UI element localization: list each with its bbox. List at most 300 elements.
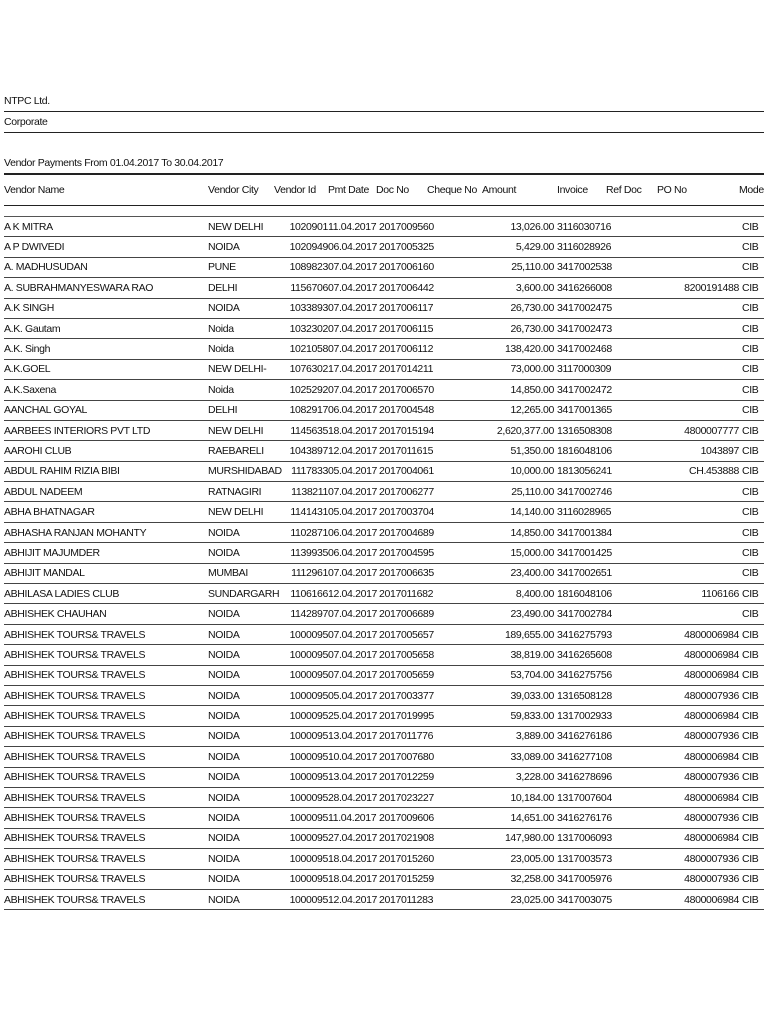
cell-amount: 14,651.00 [479, 808, 554, 828]
cell-vendor-id: 1000095 [274, 767, 328, 787]
cell-doc-no: 2017006277 [376, 482, 427, 502]
cell-cheque-no [427, 217, 479, 237]
cell-ref-doc [606, 441, 654, 461]
cell-vendor-id: 1145635 [274, 420, 328, 440]
cell-cheque-no [427, 359, 479, 379]
cell-cheque-no [427, 441, 479, 461]
cell-pmt-date: 10.04.2017 [328, 747, 376, 767]
cell-doc-no: 2017015260 [376, 849, 427, 869]
cell-mode: CIB [739, 808, 764, 828]
cell-cheque-no [427, 278, 479, 298]
cell-ref-doc [606, 889, 654, 909]
cell-mode: CIB [739, 726, 764, 746]
cell-vendor-id: 1102871 [274, 522, 328, 542]
cell-vendor-city: NOIDA [208, 298, 274, 318]
cell-invoice: 3416265608 [554, 645, 606, 665]
cell-vendor-name: ABHISHEK TOURS& TRAVELS [4, 624, 208, 644]
cell-doc-no: 2017006112 [376, 339, 427, 359]
cell-invoice: 3417002746 [554, 482, 606, 502]
cell-pmt-date: 11.04.2017 [328, 217, 376, 237]
cell-mode: CIB [739, 257, 764, 277]
table-row [4, 869, 764, 889]
cell-vendor-city: NOIDA [208, 808, 274, 828]
cell-mode: CIB [739, 767, 764, 787]
cell-po-no [654, 217, 739, 237]
cell-invoice: 1317002933 [554, 706, 606, 726]
cell-pmt-date: 27.04.2017 [328, 828, 376, 848]
col-vendor-id: Vendor Id [274, 175, 328, 206]
cell-pmt-date: 11.04.2017 [328, 808, 376, 828]
cell-ref-doc [606, 380, 654, 400]
col-amount: Amount [479, 175, 554, 206]
cell-vendor-id: 1138211 [274, 482, 328, 502]
cell-pmt-date: 07.04.2017 [328, 563, 376, 583]
cell-pmt-date: 12.04.2017 [328, 584, 376, 604]
cell-ref-doc [606, 828, 654, 848]
cell-amount: 26,730.00 [479, 298, 554, 318]
cell-vendor-name: ABHISHEK TOURS& TRAVELS [4, 787, 208, 807]
cell-mode: CIB [739, 441, 764, 461]
cell-invoice: 3417002651 [554, 563, 606, 583]
cell-invoice: 3416277108 [554, 747, 606, 767]
cell-doc-no: 2017004061 [376, 461, 427, 481]
cell-po-no [654, 400, 739, 420]
cell-mode: CIB [739, 624, 764, 644]
cell-pmt-date: 25.04.2017 [328, 706, 376, 726]
cell-doc-no: 2017015194 [376, 420, 427, 440]
cell-mode: CIB [739, 584, 764, 604]
cell-vendor-id: 1043897 [274, 441, 328, 461]
cell-ref-doc [606, 665, 654, 685]
cell-ref-doc [606, 237, 654, 257]
cell-mode: CIB [739, 502, 764, 522]
cell-invoice: 1317003573 [554, 849, 606, 869]
cell-pmt-date: 12.04.2017 [328, 441, 376, 461]
cell-ref-doc [606, 339, 654, 359]
cell-vendor-city: NOIDA [208, 645, 274, 665]
cell-doc-no: 2017011615 [376, 441, 427, 461]
cell-po-no: 4800007777 [654, 420, 739, 440]
cell-invoice: 3417001365 [554, 400, 606, 420]
cell-ref-doc [606, 278, 654, 298]
cell-amount: 33,089.00 [479, 747, 554, 767]
cell-mode: CIB [739, 461, 764, 481]
cell-invoice: 3417005976 [554, 869, 606, 889]
cell-pmt-date: 05.04.2017 [328, 461, 376, 481]
cell-mode: CIB [739, 706, 764, 726]
cell-po-no: 4800006984 [654, 747, 739, 767]
cell-vendor-name: ABHISHEK TOURS& TRAVELS [4, 828, 208, 848]
cell-vendor-id: 1156706 [274, 278, 328, 298]
cell-amount: 15,000.00 [479, 543, 554, 563]
cell-po-no: 8200191488 [654, 278, 739, 298]
cell-mode: CIB [739, 645, 764, 665]
cell-cheque-no [427, 318, 479, 338]
cell-vendor-name: AANCHAL GOYAL [4, 400, 208, 420]
company-name: NTPC Ltd. [4, 91, 764, 112]
cell-doc-no: 2017004689 [376, 522, 427, 542]
cell-vendor-name: ABDUL NADEEM [4, 482, 208, 502]
cell-vendor-id: 1141431 [274, 502, 328, 522]
cell-vendor-city: RAEBARELI [208, 441, 274, 461]
cell-mode: CIB [739, 339, 764, 359]
cell-vendor-city: SUNDARGARH [208, 584, 274, 604]
cell-mode: CIB [739, 787, 764, 807]
cell-ref-doc [606, 420, 654, 440]
cell-po-no [654, 380, 739, 400]
table-row [4, 420, 764, 440]
cell-pmt-date: 07.04.2017 [328, 298, 376, 318]
cell-invoice: 3417001384 [554, 522, 606, 542]
cell-vendor-city: MUMBAI [208, 563, 274, 583]
cell-mode: CIB [739, 278, 764, 298]
cell-cheque-no [427, 787, 479, 807]
table-row [4, 278, 764, 298]
cell-po-no: 4800006984 [654, 624, 739, 644]
cell-invoice: 1816048106 [554, 584, 606, 604]
cell-po-no: 4800007936 [654, 685, 739, 705]
cell-mode: CIB [739, 747, 764, 767]
cell-mode: CIB [739, 420, 764, 440]
cell-doc-no: 2017005659 [376, 665, 427, 685]
cell-mode: CIB [739, 482, 764, 502]
cell-ref-doc [606, 767, 654, 787]
cell-ref-doc [606, 502, 654, 522]
cell-vendor-id: 1112961 [274, 563, 328, 583]
col-ref-doc: Ref Doc [606, 175, 654, 206]
cell-mode: CIB [739, 665, 764, 685]
cell-amount: 14,850.00 [479, 380, 554, 400]
cell-cheque-no [427, 420, 479, 440]
table-row [4, 339, 764, 359]
cell-amount: 23,400.00 [479, 563, 554, 583]
cell-amount: 51,350.00 [479, 441, 554, 461]
cell-amount: 138,420.00 [479, 339, 554, 359]
cell-vendor-city: NOIDA [208, 543, 274, 563]
cell-cheque-no [427, 339, 479, 359]
cell-vendor-id: 1000095 [274, 645, 328, 665]
cell-vendor-id: 1000095 [274, 889, 328, 909]
cell-vendor-city: Noida [208, 339, 274, 359]
cell-vendor-city: NEW DELHI [208, 217, 274, 237]
cell-vendor-city: NOIDA [208, 685, 274, 705]
cell-doc-no: 2017021908 [376, 828, 427, 848]
table-header-row [4, 175, 764, 206]
cell-vendor-city: PUNE [208, 257, 274, 277]
cell-invoice: 3416276186 [554, 726, 606, 746]
table-row [4, 237, 764, 257]
cell-doc-no: 2017005657 [376, 624, 427, 644]
cell-po-no [654, 257, 739, 277]
cell-cheque-no [427, 808, 479, 828]
blank-row [4, 206, 764, 217]
cell-invoice: 1317006093 [554, 828, 606, 848]
cell-invoice: 3417002475 [554, 298, 606, 318]
cell-po-no [654, 502, 739, 522]
cell-vendor-name: A.K. Singh [4, 339, 208, 359]
table-row [4, 217, 764, 237]
cell-po-no: 4800006984 [654, 787, 739, 807]
cell-invoice: 1317007604 [554, 787, 606, 807]
cell-vendor-name: ABHISHEK TOURS& TRAVELS [4, 849, 208, 869]
cell-pmt-date: 18.04.2017 [328, 869, 376, 889]
cell-cheque-no [427, 645, 479, 665]
table-row [4, 828, 764, 848]
cell-cheque-no [427, 869, 479, 889]
cell-pmt-date: 07.04.2017 [328, 339, 376, 359]
cell-vendor-id: 1020901 [274, 217, 328, 237]
cell-po-no [654, 339, 739, 359]
cell-pmt-date: 06.04.2017 [328, 400, 376, 420]
cell-vendor-name: ABHISHEK TOURS& TRAVELS [4, 726, 208, 746]
cell-pmt-date: 28.04.2017 [328, 787, 376, 807]
table-row [4, 787, 764, 807]
cell-ref-doc [606, 400, 654, 420]
cell-invoice: 3417002784 [554, 604, 606, 624]
cell-vendor-name: A. SUBRAHMANYESWARA RAO [4, 278, 208, 298]
cell-ref-doc [606, 522, 654, 542]
cell-po-no [654, 482, 739, 502]
table-row [4, 889, 764, 909]
cell-doc-no: 2017014211 [376, 359, 427, 379]
cell-amount: 73,000.00 [479, 359, 554, 379]
cell-po-no [654, 237, 739, 257]
table-row [4, 849, 764, 869]
cell-cheque-no [427, 400, 479, 420]
cell-vendor-id: 1139935 [274, 543, 328, 563]
cell-vendor-name: A K MITRA [4, 217, 208, 237]
cell-vendor-id: 1000095 [274, 828, 328, 848]
cell-mode: CIB [739, 237, 764, 257]
table-row [4, 502, 764, 522]
cell-cheque-no [427, 482, 479, 502]
table-row [4, 257, 764, 277]
cell-cheque-no [427, 543, 479, 563]
cell-pmt-date: 17.04.2017 [328, 359, 376, 379]
cell-invoice: 1316508128 [554, 685, 606, 705]
cell-pmt-date: 06.04.2017 [328, 237, 376, 257]
cell-doc-no: 2017012259 [376, 767, 427, 787]
cell-vendor-name: ABHIJIT MANDAL [4, 563, 208, 583]
cell-vendor-city: NOIDA [208, 237, 274, 257]
cell-vendor-id: 1076302 [274, 359, 328, 379]
cell-vendor-name: AARBEES INTERIORS PVT LTD [4, 420, 208, 440]
cell-mode: CIB [739, 359, 764, 379]
cell-po-no: CH.453888 [654, 461, 739, 481]
division-name: Corporate [4, 112, 764, 133]
col-invoice: Invoice [554, 175, 606, 206]
cell-pmt-date: 07.04.2017 [328, 604, 376, 624]
cell-invoice: 3416275756 [554, 665, 606, 685]
col-mode: Mode [739, 175, 764, 206]
cell-ref-doc [606, 624, 654, 644]
cell-ref-doc [606, 461, 654, 481]
cell-vendor-name: A. MADHUSUDAN [4, 257, 208, 277]
cell-amount: 59,833.00 [479, 706, 554, 726]
cell-invoice: 3416276176 [554, 808, 606, 828]
cell-amount: 13,026.00 [479, 217, 554, 237]
cell-vendor-id: 1000095 [274, 685, 328, 705]
cell-doc-no: 2017006160 [376, 257, 427, 277]
cell-ref-doc [606, 543, 654, 563]
cell-doc-no: 2017011776 [376, 726, 427, 746]
cell-ref-doc [606, 869, 654, 889]
cell-doc-no: 2017006117 [376, 298, 427, 318]
cell-vendor-id: 1021058 [274, 339, 328, 359]
cell-amount: 25,110.00 [479, 257, 554, 277]
cell-vendor-name: A P DWIVEDI [4, 237, 208, 257]
cell-vendor-name: ABHISHEK TOURS& TRAVELS [4, 685, 208, 705]
cell-cheque-no [427, 706, 479, 726]
cell-invoice: 3116030716 [554, 217, 606, 237]
cell-doc-no: 2017019995 [376, 706, 427, 726]
table-row [4, 482, 764, 502]
cell-pmt-date: 07.04.2017 [328, 624, 376, 644]
cell-doc-no: 2017003704 [376, 502, 427, 522]
cell-vendor-id: 1000095 [274, 808, 328, 828]
cell-amount: 23,025.00 [479, 889, 554, 909]
cell-vendor-id: 1000095 [274, 726, 328, 746]
cell-mode: CIB [739, 685, 764, 705]
cell-mode: CIB [739, 604, 764, 624]
cell-pmt-date: 07.04.2017 [328, 645, 376, 665]
cell-doc-no: 2017007680 [376, 747, 427, 767]
cell-vendor-city: NOIDA [208, 624, 274, 644]
table-row [4, 645, 764, 665]
cell-po-no [654, 298, 739, 318]
cell-cheque-no [427, 624, 479, 644]
cell-vendor-city: Noida [208, 318, 274, 338]
cell-pmt-date: 07.04.2017 [328, 482, 376, 502]
cell-po-no: 4800007936 [654, 808, 739, 828]
cell-cheque-no [427, 461, 479, 481]
cell-ref-doc [606, 706, 654, 726]
cell-pmt-date: 13.04.2017 [328, 767, 376, 787]
table-row [4, 767, 764, 787]
table-row [4, 522, 764, 542]
cell-vendor-city: DELHI [208, 278, 274, 298]
table-row [4, 747, 764, 767]
cell-amount: 10,184.00 [479, 787, 554, 807]
col-vendor-city: Vendor City [208, 175, 274, 206]
cell-cheque-no [427, 502, 479, 522]
cell-ref-doc [606, 726, 654, 746]
table-row [4, 685, 764, 705]
cell-invoice: 3417002473 [554, 318, 606, 338]
cell-invoice: 3417003075 [554, 889, 606, 909]
cell-cheque-no [427, 237, 479, 257]
cell-po-no [654, 359, 739, 379]
cell-po-no: 4800006984 [654, 645, 739, 665]
cell-vendor-id: 1000095 [274, 624, 328, 644]
cell-po-no [654, 318, 739, 338]
table-row [4, 461, 764, 481]
cell-mode: CIB [739, 217, 764, 237]
cell-po-no: 4800006984 [654, 665, 739, 685]
cell-cheque-no [427, 604, 479, 624]
cell-mode: CIB [739, 889, 764, 909]
cell-cheque-no [427, 726, 479, 746]
cell-doc-no: 2017004548 [376, 400, 427, 420]
cell-vendor-name: A.K.GOEL [4, 359, 208, 379]
cell-invoice: 3416278696 [554, 767, 606, 787]
cell-vendor-id: 1020949 [274, 237, 328, 257]
cell-pmt-date: 07.04.2017 [328, 278, 376, 298]
cell-pmt-date: 06.04.2017 [328, 543, 376, 563]
cell-mode: CIB [739, 380, 764, 400]
cell-vendor-city: NOIDA [208, 889, 274, 909]
cell-vendor-city: DELHI [208, 400, 274, 420]
cell-mode: CIB [739, 522, 764, 542]
cell-vendor-city: NEW DELHI [208, 502, 274, 522]
cell-vendor-name: ABHISHEK TOURS& TRAVELS [4, 767, 208, 787]
cell-invoice: 3417002472 [554, 380, 606, 400]
cell-po-no: 4800006984 [654, 706, 739, 726]
cell-vendor-id: 1032302 [274, 318, 328, 338]
cell-vendor-name: ABDUL RAHIM RIZIA BIBI [4, 461, 208, 481]
cell-vendor-name: ABHIJIT MAJUMDER [4, 543, 208, 563]
cell-vendor-city: MURSHIDABAD [208, 461, 274, 481]
cell-vendor-city: NOIDA [208, 787, 274, 807]
cell-doc-no: 2017006570 [376, 380, 427, 400]
table-row [4, 624, 764, 644]
cell-amount: 10,000.00 [479, 461, 554, 481]
cell-doc-no: 2017006635 [376, 563, 427, 583]
col-po-no: PO No [654, 175, 739, 206]
cell-cheque-no [427, 665, 479, 685]
cell-pmt-date: 07.04.2017 [328, 257, 376, 277]
cell-invoice: 3416275793 [554, 624, 606, 644]
col-vendor-name: Vendor Name [4, 175, 208, 206]
cell-doc-no: 2017015259 [376, 869, 427, 889]
cell-vendor-id: 1089823 [274, 257, 328, 277]
cell-vendor-name: ABHISHEK TOURS& TRAVELS [4, 808, 208, 828]
cell-vendor-city: NOIDA [208, 767, 274, 787]
report-title: Vendor Payments From 01.04.2017 To 30.04.2017 [4, 153, 764, 174]
cell-pmt-date: 07.04.2017 [328, 318, 376, 338]
cell-ref-doc [606, 808, 654, 828]
cell-po-no [654, 543, 739, 563]
cell-vendor-id: 1000095 [274, 849, 328, 869]
cell-cheque-no [427, 563, 479, 583]
cell-ref-doc [606, 849, 654, 869]
table-row [4, 726, 764, 746]
cell-ref-doc [606, 318, 654, 338]
cell-vendor-city: NOIDA [208, 726, 274, 746]
cell-ref-doc [606, 298, 654, 318]
cell-vendor-city: NEW DELHI- [208, 359, 274, 379]
cell-doc-no: 2017004595 [376, 543, 427, 563]
cell-vendor-id: 1117833 [274, 461, 328, 481]
cell-cheque-no [427, 584, 479, 604]
cell-vendor-city: RATNAGIRI [208, 482, 274, 502]
cell-mode: CIB [739, 543, 764, 563]
cell-cheque-no [427, 685, 479, 705]
cell-pmt-date: 05.04.2017 [328, 685, 376, 705]
cell-mode: CIB [739, 298, 764, 318]
cell-invoice: 3417002468 [554, 339, 606, 359]
cell-vendor-city: NOIDA [208, 604, 274, 624]
cell-doc-no: 2017009560 [376, 217, 427, 237]
cell-amount: 26,730.00 [479, 318, 554, 338]
cell-ref-doc [606, 787, 654, 807]
cell-ref-doc [606, 584, 654, 604]
cell-vendor-name: A.K.Saxena [4, 380, 208, 400]
cell-vendor-name: AAROHI CLUB [4, 441, 208, 461]
cell-cheque-no [427, 889, 479, 909]
cell-po-no: 4800007936 [654, 869, 739, 889]
cell-mode: CIB [739, 869, 764, 889]
